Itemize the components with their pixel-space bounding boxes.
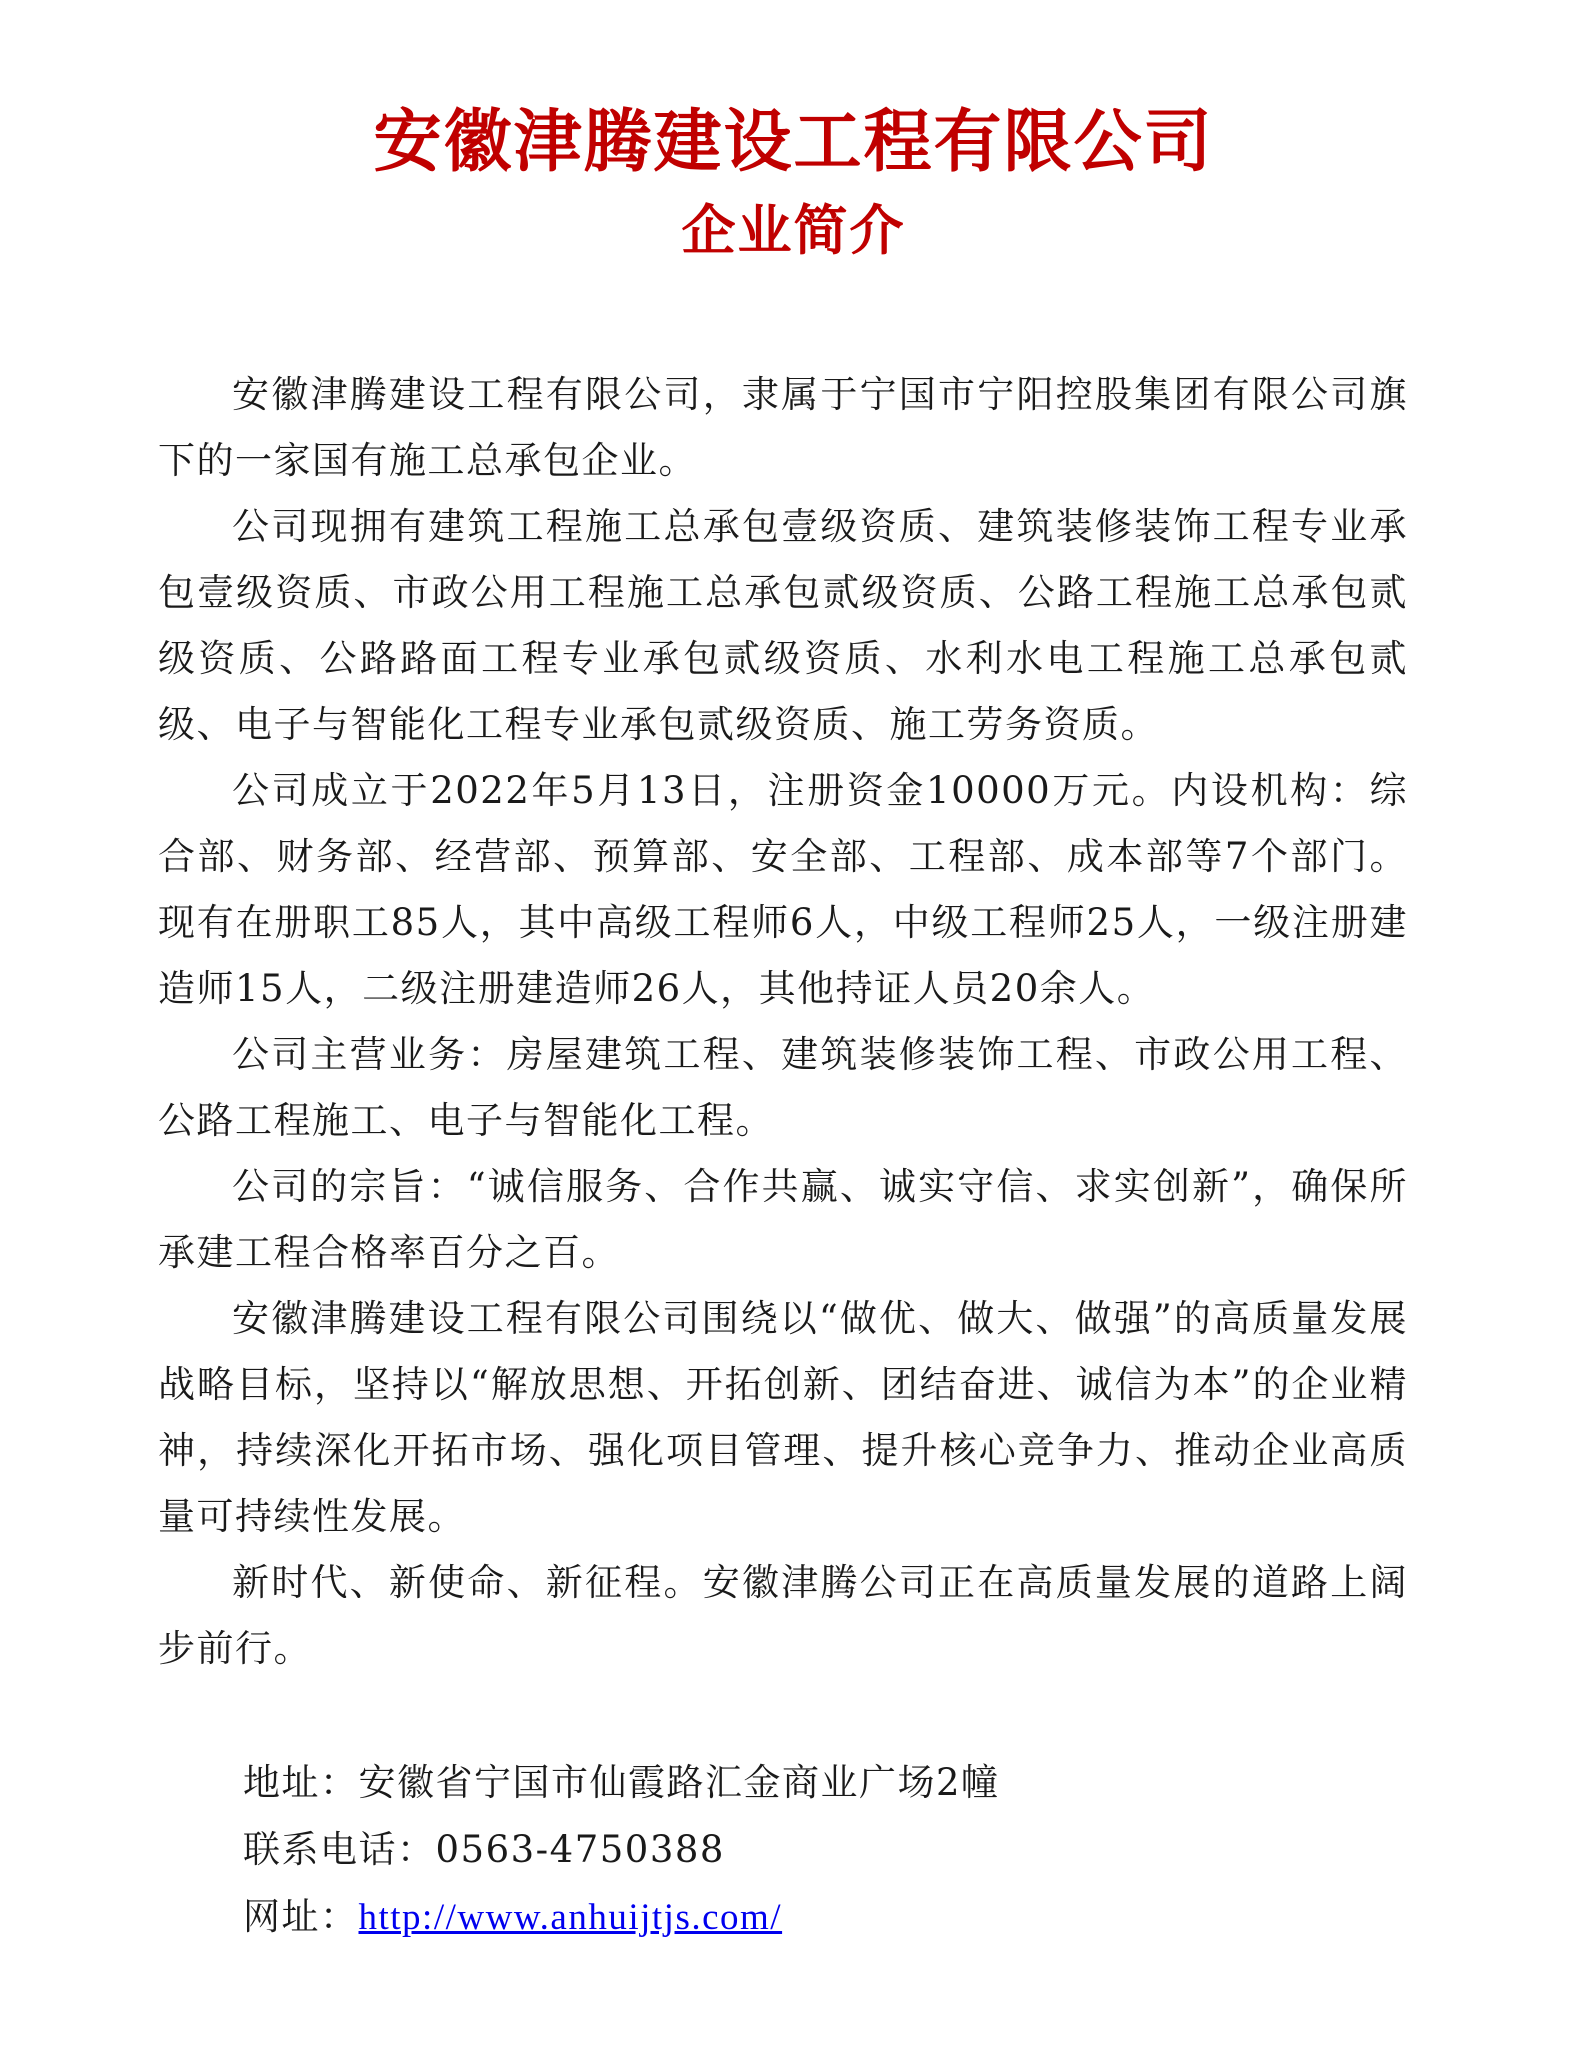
- phone-line: [243, 1816, 1393, 1883]
- address-line: [243, 1749, 1393, 1816]
- website-line: [243, 1883, 1393, 1951]
- paragraph-qualifications: 公司现拥有建筑工程施工总承包壹级资质、建筑装修装饰工程专业承包壹级资质、市政公用工程施工总承包贰级资质、公路工程施工总承包贰级资质、公路路面工程专业承包贰级资质、水利水电工程施工总承包贰级、电子与智能化工程专业承包贰级资质、施工劳务资质。: [158, 505, 1408, 746]
- address-value: 安徽省宁国市仙霞路汇金商业广场2幢: [358, 1761, 1000, 1804]
- document-title: 企业简介: [681, 198, 906, 262]
- paragraph-tenet: 公司的宗旨：“诚信服务、合作共赢、诚实守信、求实创新”，确保所承建工程合格率百分之百。: [158, 1165, 1408, 1274]
- paragraph-organization: 公司成立于2022年5月13日，注册资金10000万元。内设机构：综合部、财务部、经营部、预算部、安全部、工程部、成本部等7个部门。现有在册职工85人，其中高级工程师6人，中级工程师25人，一级注册建造师15人，二级注册建造师26人，其他持证人员20余人。: [158, 769, 1408, 1010]
- website-label: 网址：: [243, 1895, 359, 1938]
- phone-value: 0563-4750388: [435, 1828, 725, 1871]
- website-link[interactable]: http://www.anhuijtjs.com/: [358, 1897, 783, 1938]
- contact-info: [243, 1749, 1393, 1951]
- phone-label: 联系电话：: [243, 1828, 436, 1871]
- company-title: 安徽津腾建设工程有限公司: [373, 102, 1214, 182]
- address-label: 地址：: [243, 1761, 359, 1804]
- paragraph-affiliation: 安徽津腾建设工程有限公司，隶属于宁国市宁阳控股集团有限公司旗下的一家国有施工总承包企业。: [158, 373, 1408, 482]
- paragraph-strategy: 安徽津腾建设工程有限公司围绕以“做优、做大、做强”的高质量发展战略目标，坚持以“解放思想、开拓创新、团结奋进、诚信为本”的企业精神，持续深化开拓市场、强化项目管理、提升核心竞争力、推动企业高质量可持续性发展。: [158, 1297, 1408, 1538]
- paragraph-closing: 新时代、新使命、新征程。安徽津腾公司正在高质量发展的道路上阔步前行。: [158, 1561, 1408, 1670]
- introduction-body: [158, 362, 1408, 1682]
- paragraph-main-business: 公司主营业务：房屋建筑工程、建筑装修装饰工程、市政公用工程、公路工程施工、电子与智能化工程。: [158, 1033, 1408, 1142]
